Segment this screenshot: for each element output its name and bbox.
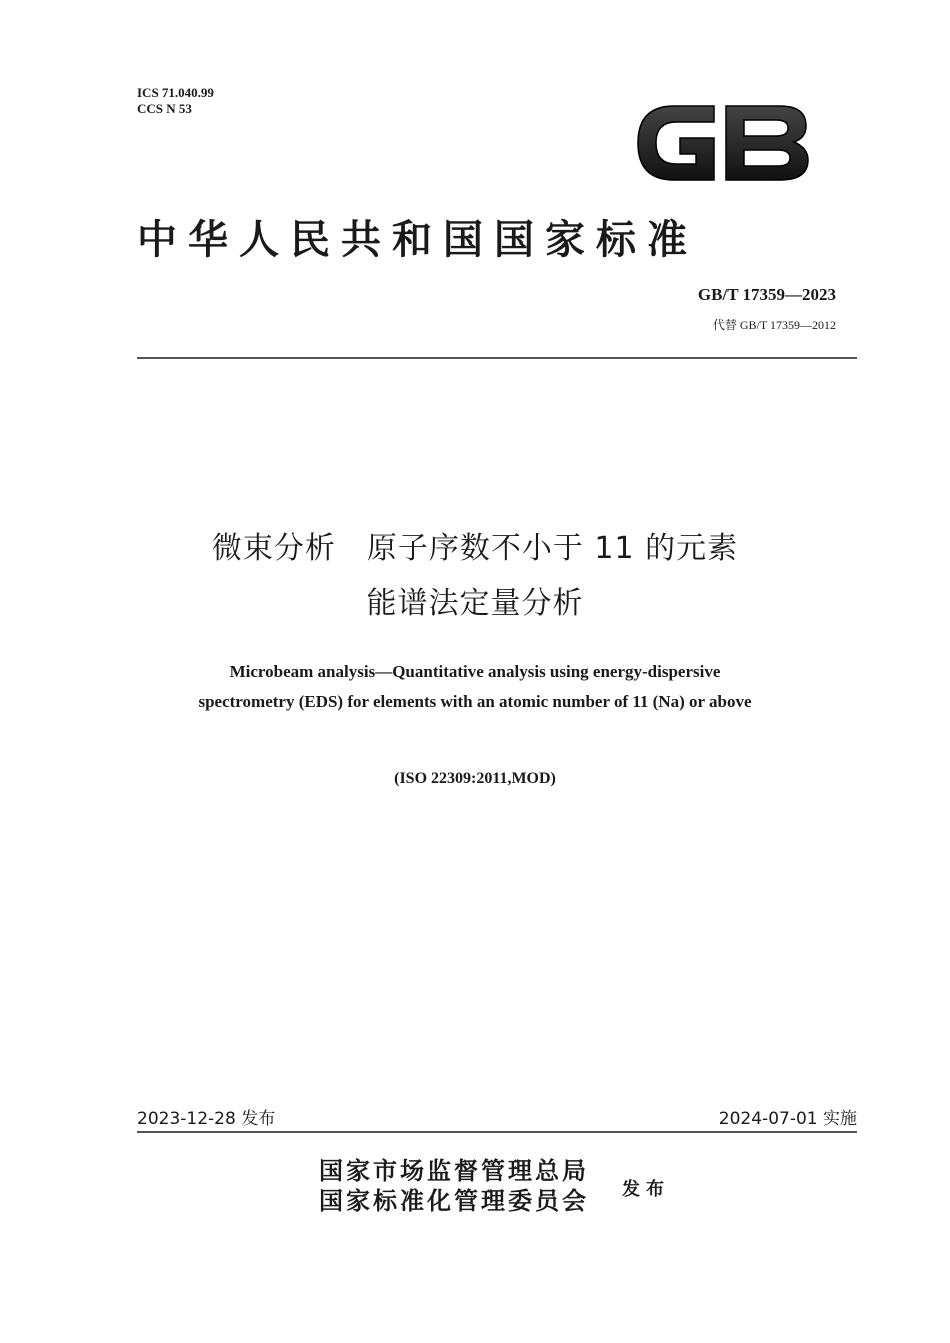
header-divider: [137, 357, 857, 359]
iso-reference: (ISO 22309:2011,MOD): [394, 770, 556, 787]
national-standard-title: 中华人民共和国国家标准: [137, 216, 698, 263]
publish-label: 发布: [622, 1179, 670, 1200]
classification-block: [137, 85, 214, 117]
issuer-sac: 国家标准化管理委员会: [319, 1186, 589, 1215]
ics-code: ICS 71.040.99: [137, 85, 214, 100]
standard-number: GB/T 17359—2023: [697, 285, 836, 304]
standard-replaces: 代替 GB/T 17359—2012: [712, 318, 836, 332]
ccs-code: CCS N 53: [137, 101, 192, 116]
issuer-samr: 国家市场监督管理总局: [319, 1156, 589, 1185]
title-zh-line2: 能谱法定量分析: [366, 586, 584, 621]
title-zh-line1: 微束分析 原子序数不小于 11 的元素: [211, 531, 739, 566]
gb-logo-icon: [634, 98, 812, 188]
implementation-date: 2024-07-01 实施: [718, 1109, 857, 1129]
footer-divider: [137, 1131, 857, 1133]
title-en-line2: spectrometry (EDS) for elements with an atomic number of 11 (Na) or above: [198, 692, 752, 711]
title-en-line1: Microbeam analysis—Quantitative analysis using energy-dispersive: [229, 662, 721, 681]
issuing-organizations: [319, 1156, 589, 1216]
issue-date: 2023-12-28 发布: [137, 1109, 276, 1129]
